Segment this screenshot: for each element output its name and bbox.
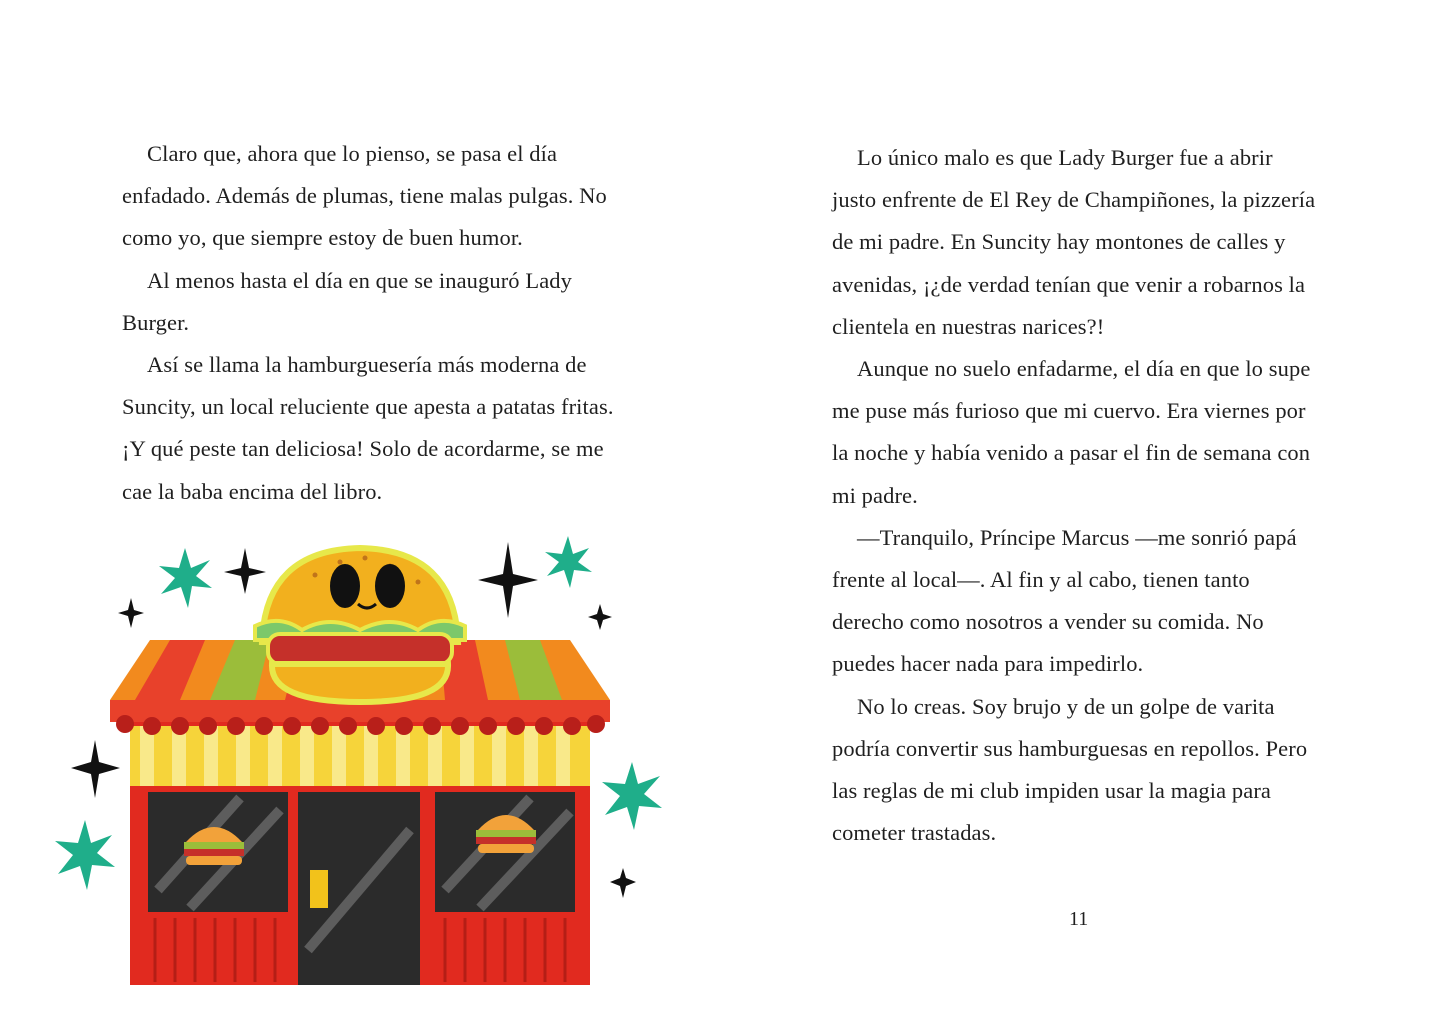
paragraph: No lo creas. Soy brujo y de un golpe de varita podría convertir sus hamburguesas en repollos. Pero las reglas de mi club impiden usar la magia para cometer trastadas. xyxy=(832,693,1308,846)
paragraph: Aunque no suelo enfadarme, el día en que lo supe me puse más furioso que mi cuervo. Era viernes por la noche y había venido a pasar el fin de semana con mi padre. xyxy=(832,356,1311,508)
door-handle xyxy=(310,870,328,908)
lady-burger-illustration xyxy=(40,530,680,1000)
mascot-eye-right xyxy=(375,564,405,608)
paragraph: Al menos hasta el día en que se inauguró Lady Burger. xyxy=(122,267,573,335)
right-page-text xyxy=(832,137,1322,854)
page-number: 11 xyxy=(1069,908,1089,930)
burger-mascot xyxy=(255,548,465,702)
paragraph: Claro que, ahora que lo pienso, se pasa el día enfadado. Además de plumas, tiene malas pulgas. No como yo, que siempre estoy de buen humor. xyxy=(122,141,607,251)
paragraph: Así se llama la hamburguesería más moderna de Suncity, un local reluciente que apesta a patatas fritas. ¡Y qué peste tan deliciosa! Solo de acordarme, se me cae la baba encima del libro. xyxy=(122,352,614,504)
left-page-text xyxy=(122,133,622,513)
awning-underside xyxy=(130,726,590,786)
mascot-eye-left xyxy=(330,564,360,608)
paragraph: —Tranquilo, Príncipe Marcus —me sonrió papá frente al local—. Al fin y al cabo, tienen tanto derecho como nosotros a vender su comida. No puedes hacer nada para impedirlo. xyxy=(832,524,1297,677)
paragraph: Lo único malo es que Lady Burger fue a abrir justo enfrente de El Rey de Champiñones, la pizzería de mi padre. En Suncity hay montones de calles y avenidas, ¡¿de verdad tenían que venir a robarnos la clientela en nuestras narices?! xyxy=(832,145,1316,339)
right-page xyxy=(722,0,1445,1025)
left-page xyxy=(0,0,722,1025)
